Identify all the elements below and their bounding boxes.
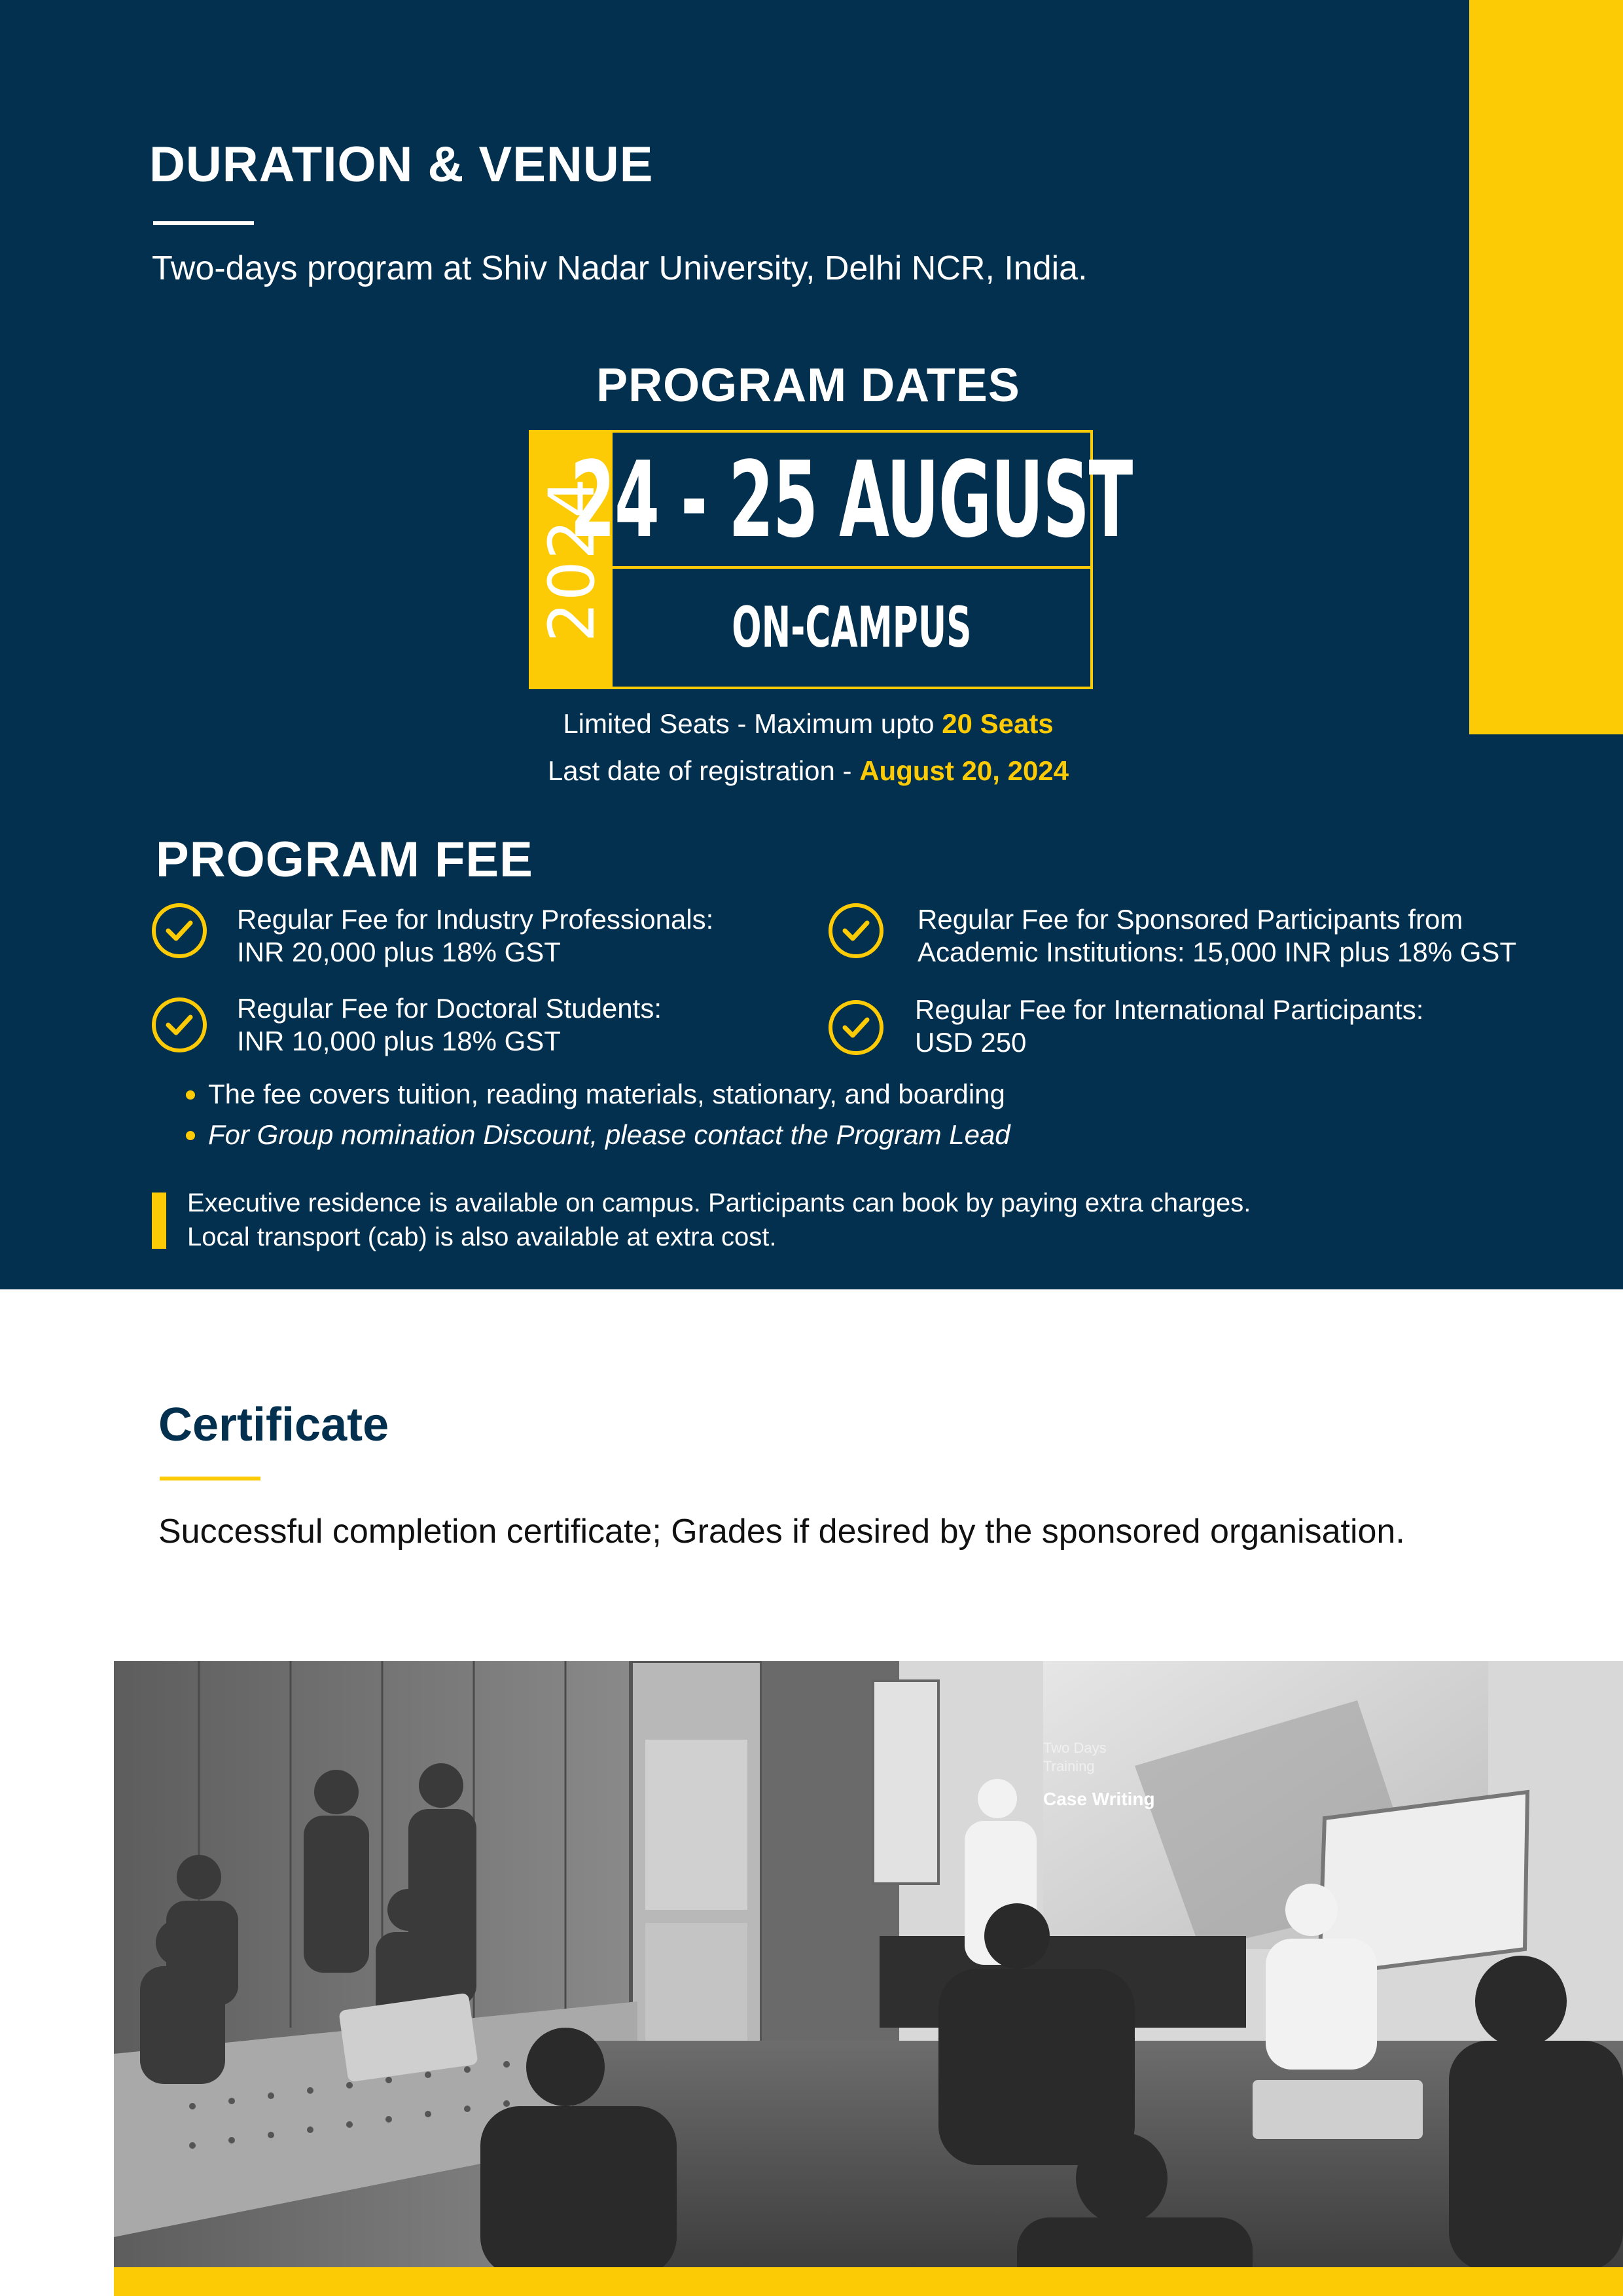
accommodation-note [187,1186,1251,1254]
dates-label: 24 - 25 AUGUST [570,438,1133,561]
fee-label: Regular Fee for Sponsored Participants from [918,904,1463,935]
registration-text: Last date of registration - [547,755,860,786]
screen-text: Case Writing [1043,1789,1155,1809]
bullet-text: The fee covers tuition, reading materials, stationary, and boarding [208,1079,1005,1109]
program-dates-box [529,430,1133,689]
check-circle-icon [152,903,207,958]
seats-value: 20 Seats [942,708,1054,739]
duration-venue-heading: DURATION & VENUE [149,137,654,192]
screen-text: Two Days [1043,1740,1107,1756]
seats-line [0,708,1616,740]
year-label: 2024 [535,476,609,643]
bullet-dot-icon [186,1131,195,1140]
screen-text: Training [1043,1758,1095,1774]
fee-label: Regular Fee for International Participants: [915,994,1424,1025]
registration-date: August 20, 2024 [859,755,1069,786]
note-line: Executive residence is available on campus. Participants can book by paying extra charges. [187,1189,1251,1217]
fee-label: Regular Fee for Doctoral Students: [237,993,662,1024]
fee-amount: USD 250 [915,1027,1027,1058]
program-dates-heading: PROGRAM DATES [596,359,1020,412]
dates-cell [570,433,1133,569]
bullet-text: For Group nomination Discount, please contact the Program Lead [208,1119,1010,1150]
mode-cell [613,569,1090,687]
fee-amount: INR 20,000 plus 18% GST [237,937,561,967]
program-fee-heading: PROGRAM FEE [156,832,533,888]
note-line: Local transport (cab) is also available at extra cost. [187,1223,777,1251]
check-circle-icon [829,1000,883,1055]
bullet-group-discount [208,1119,1010,1151]
check-circle-icon [829,903,883,958]
heading-underline [153,221,254,225]
seats-text: Limited Seats - Maximum upto [563,708,942,739]
fee-label: Regular Fee for Industry Professionals: [237,904,714,935]
certificate-heading: Certificate [158,1399,389,1451]
classroom-photo [114,1661,1623,2271]
classroom-photo-illustration [114,1661,1623,2271]
registration-line [0,755,1616,787]
venue-text: Two-days program at Shiv Nadar University, Delhi NCR, India. [152,249,1088,287]
bullet-fee-coverage [208,1079,1005,1110]
heading-underline [160,1477,260,1480]
mode-label: ON-CAMPUS [731,595,972,660]
check-circle-icon [152,997,207,1052]
bottom-yellow-strip [114,2267,1623,2296]
fee-amount: INR 10,000 plus 18% GST [237,1026,561,1056]
note-accent-bar [152,1193,166,1249]
bullet-dot-icon [186,1090,195,1100]
certificate-text: Successful completion certificate; Grades if desired by the sponsored organisation. [158,1513,1405,1551]
fee-amount: Academic Institutions: 15,000 INR plus 18% GST [918,937,1517,967]
